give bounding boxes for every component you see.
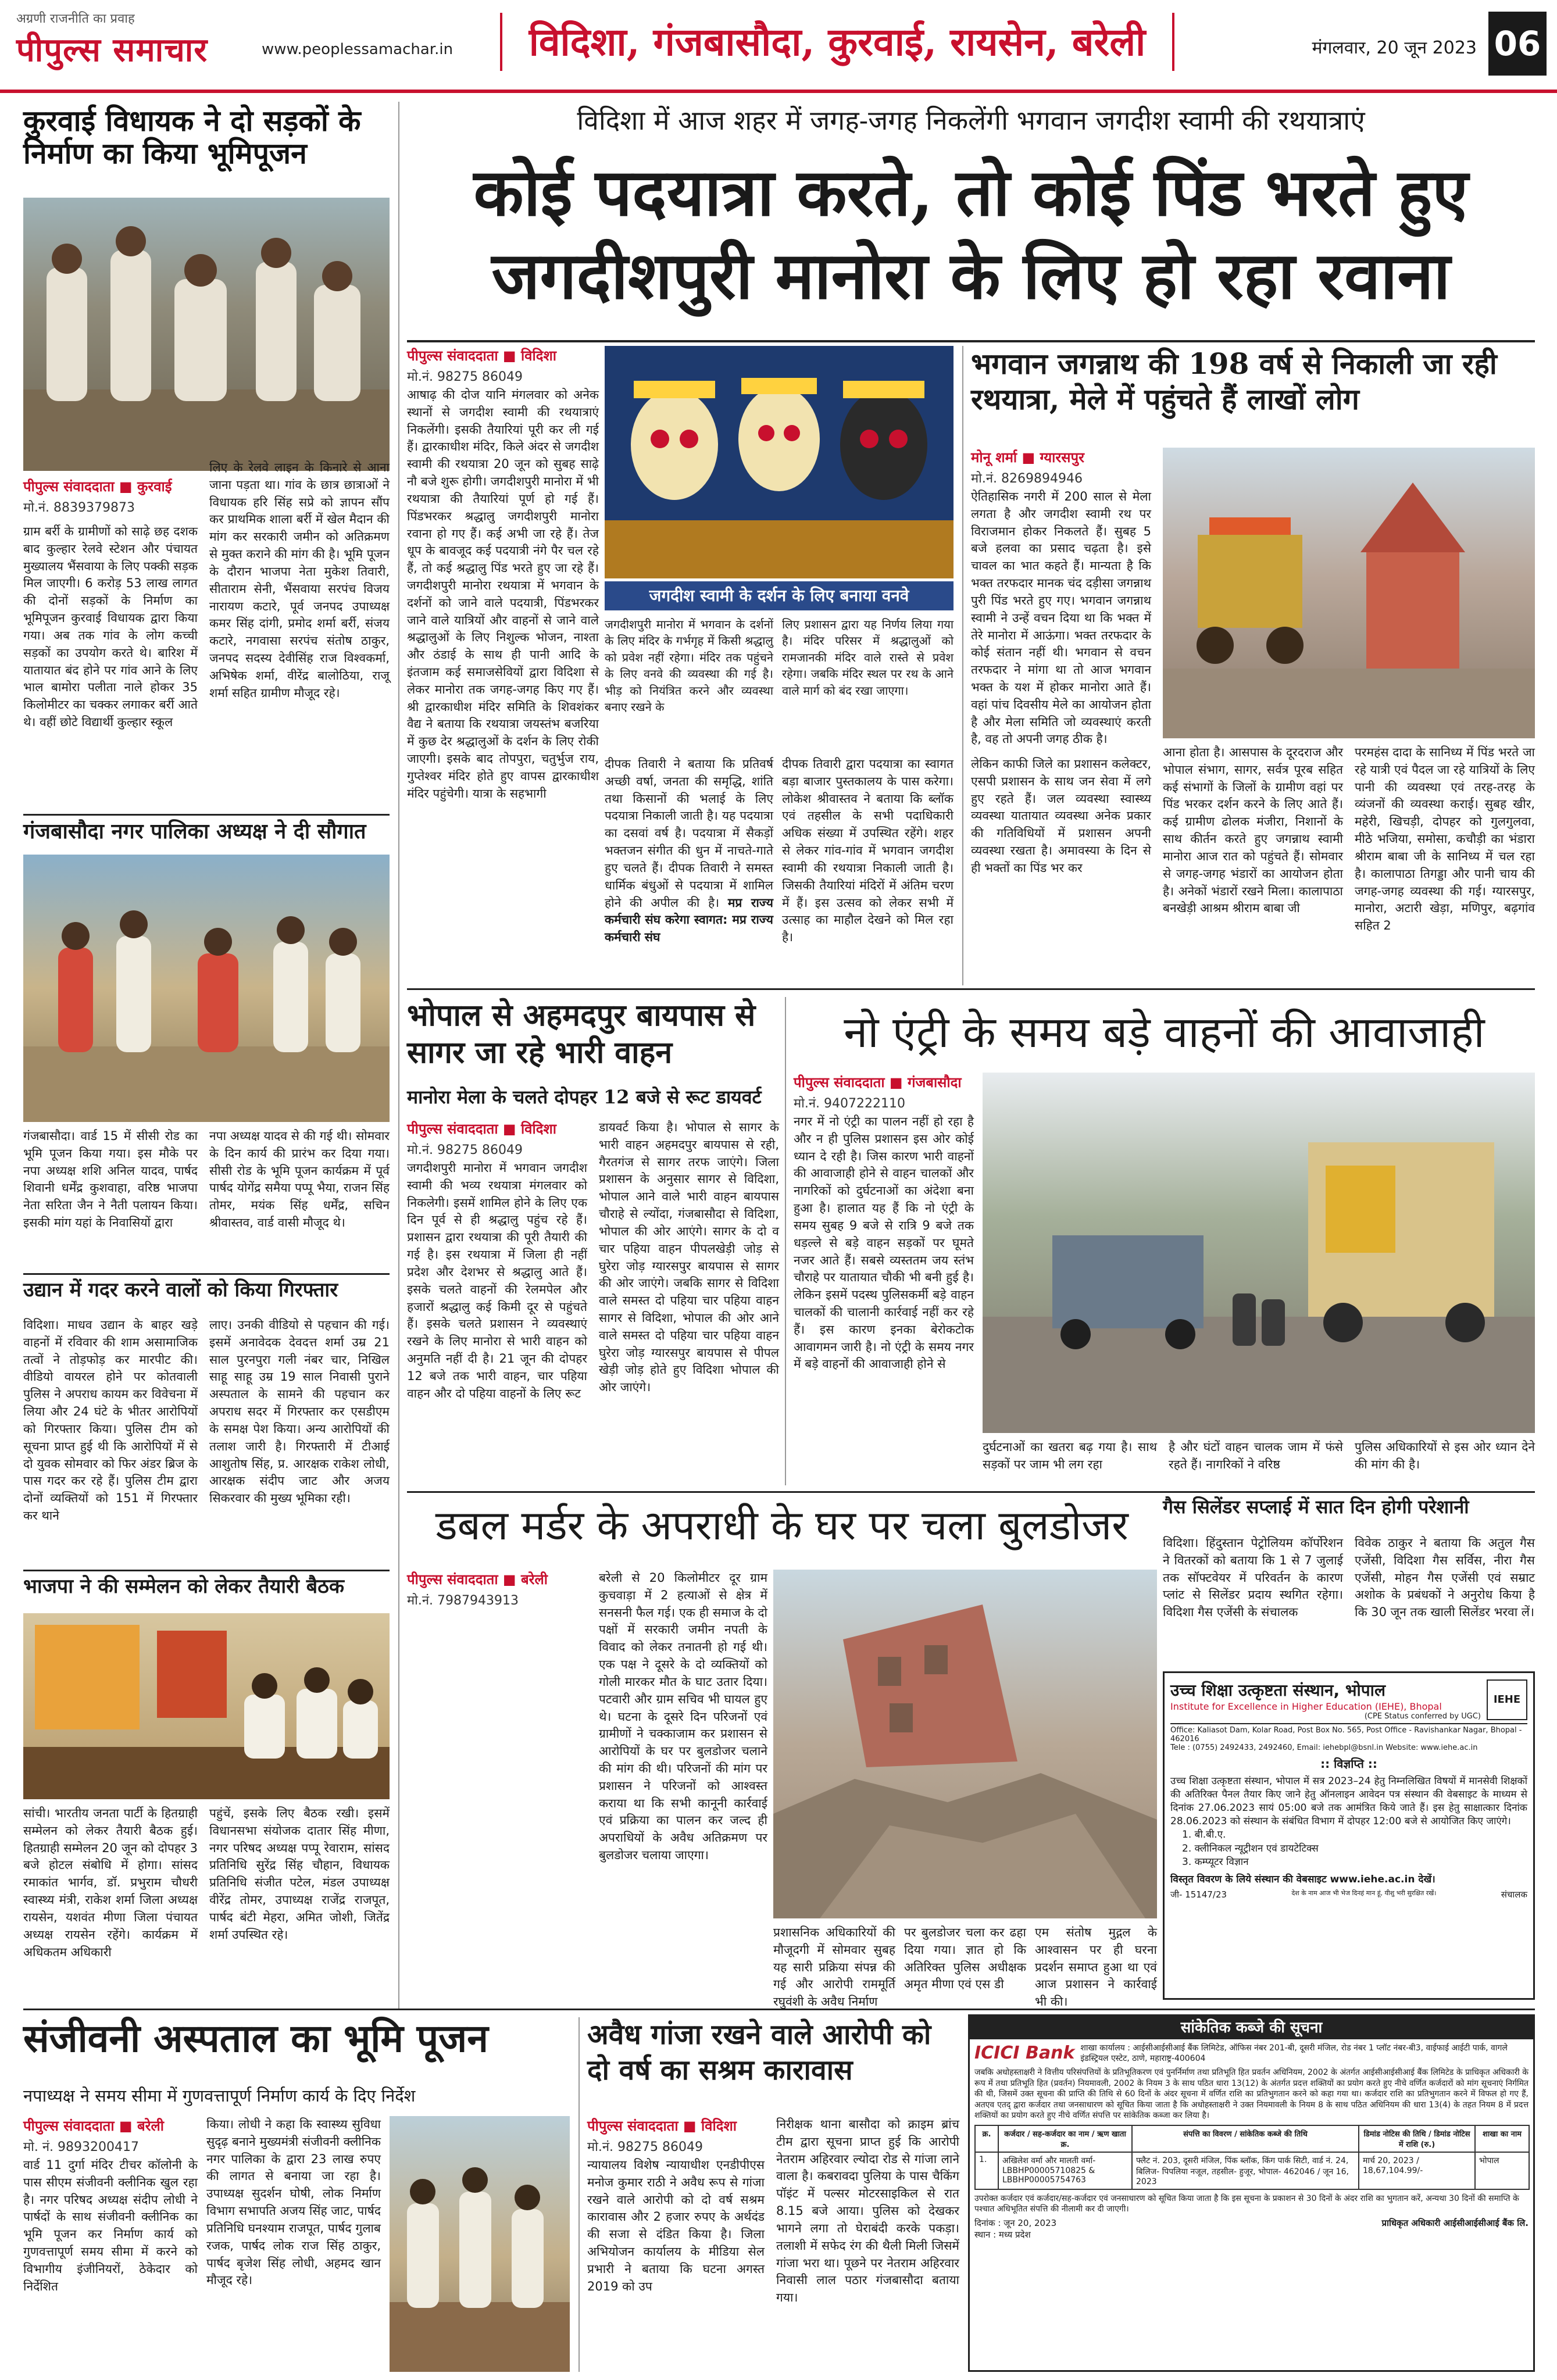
kurwai-byline: पीपुल्स संवाददाता ■ कुरवाई <box>23 478 172 495</box>
rathyatra-text-col2 <box>605 756 773 982</box>
list-item: 3. कम्प्यूटर विज्ञान <box>1182 1856 1249 1868</box>
iehe-header <box>1170 1679 1527 1721</box>
iehe-ref: जी- 15147/23 <box>1170 1889 1227 1900</box>
groundbreaking-illustration <box>390 2116 570 2372</box>
icici-signatory: प्राधिकृत अधिकारी आईसीआईसीआई बैंक लि. <box>1381 2217 1529 2228</box>
logo-name: पीपुल्स समाचार <box>16 31 208 69</box>
noentry-text-col2: दुर्घटनाओं का खतरा बढ़ गया है। साथ सड़कों पर जाम भी लग रहा <box>983 1440 1157 1471</box>
sanjivani-text-col2: किया। लोधी ने कहा कि स्वास्थ्य सुविधा सुदृढ़ बनाने मुख्यमंत्री संजीवनी क्लीनिक नगर पालिका के द्वारा 23 लाख रुपए की लागत से बनाया जा रहा है। उपाध्यक्ष सुदर्शन घोषी, लोक निर्माण विभाग सभापति अजय सिंह जाट, पार्षद प्रतिनिधि घनश्याम राजपूत, पार्षद गुलाब रजक, पार्षद लोक राज सिंह ठाकुर, पार्षद बृजेश सिंह लोधी, अहमद खान मौजूद रहे। <box>206 2117 381 2288</box>
mela-headline: भगवान जगन्नाथ की 198 वर्ष से निकाली जा रही रथयात्रा, मेले में पहुंचते हैं लाखों लोग <box>971 346 1497 416</box>
edition-cities: विदिशा, गंजबासौदा, कुरवाई, रायसेन, बरेली <box>500 13 1174 71</box>
bulldozer-headline-box <box>407 1503 1157 1561</box>
bypass-text-col1: जगदीशपुरी मानोरा में भगवान जगदीश स्वामी की भव्य रथयात्रा मंगलवार को निकलेगी। इसमें शामिल होने के लिए एक दिन पूर्व से ही श्रद्धालु पहुंच रहे हैं। प्रशासन द्वारा रथयात्रा की पूरी तैयारी की गई है। इस रथयात्रा में जिला ही नहीं प्रदेश और देशभर से श्रद्धालु आते हैं। इसके चलते वाहनों की रेलमपेल और हजारों श्रद्धालु कई किमी दूर से पहुंचते हैं। इसके चलते प्रशासन ने व्यवस्थाएं रखने के लिए मानोरा से भारी वाहन को अनुमति नहीं दी है। 21 जून की दोपहर 12 बजे तक भारी वाहन, चार पहिया वाहन और दो पहिया वाहनों के लिए रूट <box>407 1161 587 1400</box>
rathyatra-text-col2-subhead: मप्र राज्य कर्मचारी संघ करेगा स्वागत: मप्र राज्य कर्मचारी संघ <box>605 895 773 945</box>
table-header: शाखा का नाम <box>1475 2125 1529 2152</box>
temple-illustration <box>1163 448 1535 738</box>
sanjivani-byline: पीपुल्स संवाददाता ■ बरेली <box>23 2118 164 2134</box>
ganja-headline-box <box>587 2017 959 2110</box>
noentry-text-col3: है और घंटों वाहन चालक जाम में फंसे रहते हैं। नागरिकों ने वरिष्ठ <box>1169 1440 1343 1471</box>
jagdish-idols-photo <box>605 346 954 578</box>
udyan-text-col1: विदिशा। माधव उद्यान के बाहर खड़े वाहनों में रविवार की शाम असामाजिक तत्वों ने तोड़फोड़ कर मारपीट की। वीडियो वायरल होने पर कोतवाली पुलिस ने अपराध कायम कर विवेचना में लिया और 24 घंटे के भीतर आरोपियों को गिरफ्तार किया। पुलिस टीम को सूचना प्राप्त हुई थी कि आरोपियों में से दो युवक सोमवार को फिर अंडर ब्रिज के पास गदर कर रहे हैं। पुलिस टीम द्वारा दोनों व्यक्तियों को 151 में गिरफ्तार कर थाने <box>23 1318 198 1523</box>
table-header: कर्जदार / सह-कर्जदार का नाम / ऋण खाता क्र. <box>998 2125 1132 2152</box>
iehe-subtitle: Institute for Excellence in Higher Education (IEHE), Bhopal <box>1170 1701 1442 1712</box>
website-link[interactable]: www.peoplessamachar.in <box>262 41 453 58</box>
noentry-text-col1: नगर में नो एंट्री का पालन नहीं हो रहा है और न ही पुलिस प्रशासन इस ओर कोई ध्यान दे रही है। जिस कारण भारी वाहनों की आवाजाही होने से वाहन चालकों और नागरिकों को दुर्घटनाओं का अंदेशा बना हुआ है। हालात यह हैं कि नो एंट्री के समय सुबह 9 बजे से रात्रि 9 बजे तक धड़ल्ले से बड़े वाहन सड़कों पर घूमते नजर आते हैं। सबसे व्यस्ततम जय स्तंभ चौराहे पर यातायात चौकी भी बनी हुई है। लेकिन इसमें पदस्थ पुलिसकर्मी बड़े वाहन चालकों की चालानी कार्रवाई नहीं कर रहे हैं। इस कारण इनका बेरोकटोक आवागमन जारी है। नो एंट्री के समय नगर में बड़े वाहनों की आवाजाही होने से <box>794 1114 974 1371</box>
mela-headline-box <box>971 346 1535 445</box>
logo-tagline: अग्रणी राजनीति का प्रवाह <box>16 12 135 26</box>
mela-byline-box <box>971 448 1157 486</box>
rathyatra-caption-bar: जगदीश स्वामी के दर्शन के लिए बनाया वनवे <box>605 581 954 610</box>
ganja-byline-box <box>587 2116 767 2154</box>
sanjivani-text-col1: वार्ड 11 दुर्गा मंदिर टीचर कॉलोनी के पास सीएम संजीवनी क्लीनिक खुल रहा है। नगर परिषद अध्यक्ष संदीप लोधी ने पार्षदों के साथ संजीवनी क्लीनिक का भूमि पूजन कर निर्माण कार्य को गुणवत्तापूर्ण समय सीमा में करने को विभागीय इंजीनियरों, ठेकेदार को निर्देशित <box>23 2158 198 2293</box>
icici-table <box>974 2125 1530 2190</box>
icici-possession-notice[interactable] <box>968 2014 1535 2372</box>
bulldozer-text-col2: प्रशासनिक अधिकारियों की मौजूदगी में सोमवार सुबह यह सारी प्रक्रिया संपन्न की गई और आरोपी राममूर्ति रघुवंशी के अवैध निर्माण <box>773 1925 895 2009</box>
rath-temple-photo <box>1163 448 1535 738</box>
bulldozer-headline: डबल मर्डर के अपराधी के घर पर चला बुलडोजर <box>435 1502 1129 1549</box>
kurwai-headline-box <box>23 105 390 192</box>
bulldozer-text-col3: पर बुलडोजर चला कर ढहा दिया गया। ज्ञात हो कि अतिरिक्त पुलिस अधीक्षक अमृत मीणा एवं एस डी <box>904 1925 1026 1992</box>
mela-text-col4: परमहंस दादा के सानिध्य में पिंड भरते जा रहे यात्री एवं पैदल जा रहे यात्रियों के लिए पानी की व्यवस्था एवं तरह-तरह के व्यंजनों की व्यवस्था कराई। सुबह खीर, महेरी, खिचड़ी, दोपहर को गुलगुलवा, मीठे भजिया, समोसा, कचौड़ी का भंडारा श्रीराम बाबा जी के सानिध्य में चल रहा है। कालापाठा तिगड्डा और पानी चाय की जगह-जगह व्यवस्था की गई। ग्यारसपुर, मानोरा, अटारी खेड़ा, मणिपुर, बढ़गांव सहित 2 <box>1355 745 1535 933</box>
ganjbasoda-text-col2: नपा अध्यक्ष यादव से की गई थी। सोमवार के दिन कार्य की प्रारंभ कर दिया गया। सीसी रोड के भूमि पूजन कार्यक्रम में पूर्व पार्षद योगेंद्र समैया पप्पू भैया, राजन सिंह तोमर, मयंक सिंह धर्मेंद्र, सचिन श्रीवास्तव, वार्ड वासी मौजूद थे। <box>209 1129 390 1230</box>
rathyatra-byline: पीपुल्स संवाददाता ■ विदिशा <box>407 348 556 364</box>
table-header: डिमांड नोटिस की तिथि / डिमांड नोटिस में राशि (रु.) <box>1359 2125 1475 2152</box>
traffic-illustration <box>983 1073 1535 1433</box>
icici-body: जबकि अधोहस्ताक्षरी ने वित्तीय परिसंपत्तियों के प्रतिभूतिकरण एवं पुनर्निर्माण तथा प्रतिभूति हित प्रवर्तन अधिनियम, 2002 के अंतर्गत आईसीआईसीआई बैंक लिमिटेड के प्राधिकृत अधिकारी के रूप में तथा प्रतिभूति हित (प्रवर्तन) नियमावली, 2002 के नियम 3 के साथ पठित धारा 13(12) के अंतर्गत प्रदत्त शक्तियों का प्रयोग करते हुए नीचे वर्णित कर्जदारों को मांग सूचनाएं निर्गमित की थी, जिसमें उक्त सूचना की प्राप्ति की तिथि से 60 दिनों के अंदर सूचना में वर्णित राशि का प्रतिभुगतान करने को कहा गया था। कर्जदार राशि का प्रतिभुगतान करने में विफल हो गए हैं, अतएव एतद् द्वारा कर्जदार तथा जनसाधारण को सूचित किया जाता है कि अधोहस्ताक्षरी ने उक्त नियमावली के नियम 8 के साथ पठित अधिनियम की धारा 13(4) के तहत नियम 8 में प्रदत्त शक्तियों का प्रयोग करते हुए नीचे वर्णित संपत्ति पर सांकेतिक कब्जा कर लिया है। <box>974 2068 1529 2121</box>
rathyatra-headline-box <box>407 151 1535 337</box>
iehe-notice-body: उच्च शिक्षा उत्कृष्टता संस्थान, भोपाल में सत्र 2023–24 हेतु निम्नलिखित विषयों में मानसेवी शिक्षकों की अतिरिक्त पैनल तैयार किए जाने हेतु ऑनलाइन आवेदन पत्र संस्थान की वेबसाइट के माध्यम से दिनांक 27.06.2023 सायं 05:00 बजे तक आमंत्रित किये जाते हैं। इस हेतु साक्षात्कार दिनांक 28.06.2023 को संस्थान के संबंधित विभाग में दोपहर 12:00 बजे से आयोजित किए जाएंगे। <box>1170 1775 1527 1827</box>
mela-text-col1: ऐतिहासिक नगरी में 200 साल से मेला लगता है और जगदीश स्वामी रथ पर विराजमान होकर निकलते हैं। सुबह 5 बजे हलवा का प्रसाद चढ़ता है। इसे चावल का भात कहते हैं। मान्यता है कि भक्त तरफदार मानक चंद दड़ीसा जगन्नाथ पुरी पिंड भरते हुए गए। भगवान जगन्नाथ स्वामी ने उन्हें वचन दिया था कि भक्त में तेरे मानोरा में आऊंगा। भक्त तरफदार के कोई संतान नहीं थी। भगवान से वचन तरफदार ने मांगा था तो आज भगवान भक्त के यश में होकर मानोरा आते हैं। वहां पांच दिवसीय मेले का आयोजन होता है और मेला समिति जो व्यवस्थाएं करती है, वह तो अपनी जगह ठीक है। <box>971 489 1151 746</box>
rathyatra-text-col2-body: दीपक तिवारी ने बताया कि प्रतिवर्ष अच्छी वर्षा, जनता की समृद्धि, शांति तथा किसानों की भलाई के लिए पदयात्रा निकाली जाती है। यह पदयात्रा का दसवां वर्ष है। पदयात्रा में सैकड़ों भक्तजन संगीत की धुन में नाचते-गाते हुए चलते हैं। दीपक तिवारी ने समस्त धार्मिक बंधुओं से पदयात्रा में शामिल होने की अपील की है। <box>605 757 773 910</box>
sanjivani-byline-box <box>23 2116 198 2154</box>
divider <box>407 1491 1535 1493</box>
udyan-text-col2: लाए। उनकी वीडियो से पहचान की गई। इसमें अनावेदक देवदत्त शर्मा उम्र 21 साल पुरनपुरा गली नंबर चार, निखिल साहू साहू उम्र 19 साल निवासी पुराने अस्पताल के सामने की पहचान कर अपराध सदर में गिरफ्तार कर एसडीएम के समक्ष पेश किया। अन्य आरोपियों की तलाश जारी है। गिरफ्तारी में टीआई आशुतोष सिंह, प्र. आरक्षक राकेश लोधी, आरक्षक संदीप जाट और अजय सिकरवार की मुख्य भूमिका रही। <box>209 1318 390 1506</box>
bulldozer-text-col4: एम संतोष मुद्गल के आश्वासन पर ही घरना प्रदर्शन समाप्त हुआ था एवं आज प्रशासन ने कार्रवाई भी की। <box>1035 1925 1157 2009</box>
noentry-byline-box <box>794 1073 974 1111</box>
iehe-logo: IEHE <box>1487 1679 1527 1720</box>
ganja-byline: पीपुल्स संवाददाता ■ विदिशा <box>587 2118 737 2134</box>
deity-illustration <box>605 346 954 578</box>
iehe-advertisement[interactable] <box>1163 1671 1535 2000</box>
bulldozer-mobile: मो.नं. 7987943913 <box>407 1593 519 1608</box>
rathyatra-caption-col2: लिए प्रशासन द्वारा यह निर्णय लिया गया है। मंदिर परिसर में श्रद्धालुओं को रामजानकी मंदिर वाले रास्ते से प्रवेश रहेगा। जबकि मंदिर स्थल पर रथ के आने वाले मार्ग को बंद रखा जाएगा। <box>782 617 954 698</box>
bjp-text-col2: पहुंचें, इसके लिए बैठक रखी। इसमें विधानसभा संयोजक दातार सिंह मीणा, नगर परिषद अध्यक्ष पप्पू रेवाराम, सांसद प्रतिनिधि सुरेंद्र सिंह चौहान, विधायक प्रतिनिधि संजीत पटेल, मंडल उपाध्यक्ष वीरेंद्र तोमर, उपाध्यक्ष राजेंद्र राजपूत, पार्षद बंटी मेहरा, अमित जोशी, जितेंद्र शर्मा उपस्थित रहे। <box>209 1806 390 1942</box>
list-item: 1. बी.बी.ए. <box>1182 1828 1226 1841</box>
iehe-cpe: (CPE Status conferred by UGC) <box>1364 1712 1481 1721</box>
gas-headline-box <box>1163 1497 1535 1532</box>
sanjivani-subhead-box <box>23 2084 570 2110</box>
sanjivani-subhead: नपाध्यक्ष ने समय सीमा में गुणवत्तापूर्ण निर्माण कार्य के दिए निर्देश <box>23 2086 416 2106</box>
kurwai-text-col2: लिए के रेलवे लाइन के किनारे से आना जाना पड़ता था। गांव के छात्र छात्राओं ने विधायक हरि सिंह सप्रे को ज्ञापन सौंप कर प्राथमिक शाला बर्री में खेल मैदान की मांग कर सरकारी जमीन को अतिक्रमण से मुक्त कराने की मांग की है। भूमि पूजन के दौरान भाजपा नेता मुकेश तिवारी, सीताराम सेनी, भैंसवाया सरपंच विजय नारायण कटारे, पूर्व जनपद उपाध्यक्ष कमर सिंह दांगी, प्रमोद शर्मा बर्री, संजय कटारे, नगवासा सरपंच संतोष ठाकुर, जनपद सदस्य देवीसिंह राज विश्वकर्मा, अभिषेक शर्मा, वीरेंद्र बालोठिया, राजू शर्मा सहित ग्रामीण मौजूद रहे। <box>209 460 390 700</box>
column-divider <box>398 102 399 2009</box>
iehe-office: Office: Kaliasot Dam, Kolar Road, Post Box No. 565, Post Office - Ravishankar Nagar, Bhopal - 462016 <box>1170 1723 1527 1743</box>
udyan-headline-box <box>23 1279 390 1314</box>
masthead <box>0 0 1557 93</box>
ganja-headline: अवैध गांजा रखने वाले आरोपी को दो वर्ष का सश्रम कारावास <box>587 2018 931 2087</box>
bulldozer-byline: पीपुल्स संवाददाता ■ बरेली <box>407 1571 548 1588</box>
ganja-text-col1: न्यायालय विशेष न्यायाधीश एनडीपीएस मनोज कुमार राठी ने अवैध रूप से गांजा रखने वाले आरोपी को दो वर्ष सश्रम कारावास और 2 हजार रुपए के अर्थदंड की सजा से दंडित किया है। जिला अभियोजन कार्यालय के मीडिया सेल प्रभारी ने बताया कि घटना अगस्त 2019 को उप <box>587 2158 765 2293</box>
icici-logo: ICICI Bank <box>974 2043 1075 2063</box>
table-header: संपत्ति का विवरण / सांकेतिक कब्जे की तिथि <box>1132 2125 1359 2152</box>
iehe-footer: विस्तृत विवरण के लिये संस्थान की वेबसाइट www.iehe.ac.in देखें। <box>1170 1874 1435 1886</box>
divider <box>23 1273 390 1275</box>
ganja-text-col2: निरीक्षक थाना बासौदा को क्राइम ब्रांच टीम द्वारा सूचना प्राप्त हुई कि आरोपी नेतराम अहिरवार ल्योदा रोड से गांजा लाने वाला है। कबरावदा पुलिया के पास चैकिंग पॉइंट में पल्सर मोटरसाइकिल से रात 8.15 बजे आया। पुलिस को देखकर भागने लगा तो घेराबंदी करके पकड़ा। तलाशी में सफेद रंग की थैली मिली जिसमें गांजा भरा था। पूछने पर नेतराम अहिरवार निवासी लाल पठार गंजबासौदा बताया गया। <box>776 2117 959 2305</box>
ganjbasoda-headline-box <box>23 820 390 855</box>
divider <box>407 340 1535 342</box>
ganjbasoda-headline: गंजबासौदा नगर पालिका अध्यक्ष ने दी सौगात <box>23 819 366 844</box>
column-divider <box>785 997 786 1485</box>
table-cell: 1. <box>975 2152 998 2189</box>
kurwai-photo <box>23 198 390 471</box>
sanjivani-mobile: मो. नं. 9893200417 <box>23 2140 140 2154</box>
iehe-signature-row <box>1170 1889 1527 1900</box>
rathyatra-text-col3: दीपक तिवारी द्वारा पदयात्रा का स्वागत बड़ा बाजार पुस्तकालय के पास करेगा। लोकेश श्रीवास्तव ने बताया कि ब्लॉक एवं तहसील के सभी पदाधिकारी अधिक संख्या में उपस्थित रहेंगे। शहर से लेकर गांव-गांव में भगवान जगदीश स्वामी की रथयात्रा निकाली जाती है। जिसकी तैयारियां मंदिरों में अंतिम चरण में हैं। इस उत्सव को लेकर सभी में उत्साह का माहौल देखने को मिल रहा है। <box>782 757 954 945</box>
icici-date: दिनांक : जून 20, 2023 <box>974 2217 1057 2228</box>
noentry-mobile: मो.नं. 9407222110 <box>794 1096 906 1111</box>
people-group-illustration <box>23 198 390 471</box>
iehe-notice-heading: :: विज्ञप्ति :: <box>1320 1757 1377 1771</box>
newspaper-logo[interactable] <box>16 9 255 79</box>
table-row <box>975 2152 1529 2189</box>
iehe-contact: Tele : (0755) 2492433, 2492460, Email: iehebpl@bsnl.in Website: www.iehe.ac.in <box>1170 1743 1478 1752</box>
bulldozer-text-col1: बरेली से 20 किलोमीटर दूर ग्राम कुचवाड़ा में 2 हत्याओं से क्षेत्र में सनसनी फैल गई। एक ही समाज के दो पक्षों में सरकारी जमीन नपती के विवाद को लेकर तनातनी हो गई थी। एक पक्ष ने दूसरे के दो व्यक्तियों को गोली मारकर मौत के घाट उतार दिया। पटवारी और ग्राम सचिव भी घायल हुए थे। घटना के दूसरे दिन परिजनों एवं ग्रामीणों ने चक्काजाम कर प्रशासन से आरोपियों के घर पर बुलडोजर चलाने की मांग की थी। परिजनों की मांग पर प्रशासन ने परिजनों को आश्वस्त कराया था कि सभी कानूनी कार्रवाई एवं प्रक्रिया का पालन कर जल्द ही अपराधियों के अवैध अतिक्रमण पर बुलडोजर चलाया जाएगा। <box>599 1571 767 1862</box>
bypass-subhead: मानोरा मेला के चलते दोपहर 12 बजे से रूट डायवर्ट <box>407 1086 762 1108</box>
ceremony-illustration <box>23 855 390 1122</box>
iehe-title: उच्च शिक्षा उत्कृष्टता संस्थान, भोपाल <box>1170 1681 1385 1700</box>
iehe-subject-list <box>1182 1828 1527 1870</box>
iehe-fineprint: देश के नाम आज भी भेज दिनहं मान हूं, यीशु भरी सुरक्षित रखें। <box>1291 1889 1437 1897</box>
kurwai-text-col1: ग्राम बर्री के ग्रामीणों को साढ़े छह दशक बाद कुल्हार रेलवे स्टेशन और पंचायत मुख्यालय भैंसवाया के लिए पक्की सड़क मिल जाएगी। 6 करोड़ 53 लाख लागत की दोनों सड़कों के निर्माण का भूमिपूजन कुरवाई विधायक द्वारा किया गया। अब तक गांव के लोग कच्ची सड़कों का उपयोग करते थे। बारिश में यातायात बंद होने पर गांव आने के लिए भाल बामोरा पलीता नाले होकर 35 किलोमीटर का चक्कर लगाकर बर्री आते थे। वहीं छोटे विद्यार्थी कुल्हार स्कूल <box>23 524 198 729</box>
rathyatra-text-col1: आषाढ़ की दोज यानि मंगलवार को अनेक स्थानों से जगदीश स्वामी की रथयात्राएं निकलेंगी। इसकी तैयारियां पूरी कर ली गई हैं। द्वारकाधीश मंदिर, किले अंदर से जगदीश स्वामी की रथयात्रा 20 जून को सुबह साढ़े नौ बजे शुरू होगी। जगदीशपुरी मानोरा में भी रथयात्रा की तैयारियां पूर्ण हो गई हैं। पिंडभरकर श्रद्धालु जगदीशपुरी मानोरा रवाना हो गए हैं। कई अभी जा रहे हैं। तेज धूप के बावजूद कई पदयात्री नंगे पैर चल रहे हैं, तो कई श्रद्धालु पिंड भरते हुए जा रहे हैं। जगदीशपुरी मानोरा रथयात्रा में भगवान के दर्शनों को जाने वाले पदयात्री, पिंडभरकर जाने वाले यात्रियों और वाहनों से जाने वाले श्रद्धालुओं के लिए निशुल्क भोजन, नाश्ता और ठंडाई के साथ ही पानी आदि के इंतजाम कई समाजसेवियों द्वारा विदिशा से लेकर मानोरा तक जगह-जगह किए गए हैं। श्री द्वारकाधीश मंदिर समिति के शिवशंकर वैद्य ने बताया कि रथयात्रा जयस्तंभ बजरिया में कुछ देर श्रद्धालुओं के दर्शन के लिए रोकी जाएगी। इसके बाद तोपपुरा, चतुर्भुज राय, गुप्तेश्वर मंदिर होते हुए वापस द्वारकाधीश मंदिर पहुंचेगी। यात्रा के सहभागी <box>407 388 599 801</box>
ganja-mobile: मो.नं. 98275 86049 <box>587 2140 703 2154</box>
kurwai-headline: कुरवाई विधायक ने दो सड़कों के निर्माण का किया भूमिपूजन <box>23 103 361 170</box>
bulldozer-byline-box <box>407 1570 587 1608</box>
bypass-headline: भोपाल से अहमदपुर बायपास से सागर जा रहे भारी वाहन <box>407 998 756 1071</box>
mela-text-col3: आना होता है। आसपास के दूरदराज और भोपाल संभाग, सागर, सर्वत्र पूरब सहित कई संभागों के जिलों के ग्रामीण वहां पर पिंड भरकर दर्शन करने के लिए आते हैं। कई ग्रामीण ढोलक मंजीरा, निशानों के साथ कीर्तन करते हुए जगन्नाथ स्वामी मानोरा आज रात को पहुंचते हैं। सोमवार से जगह-जगह भंडारों का आयोजन होता है। अनेकों भंडारों रखने मिला। कालापाठा बनखेड़ी आश्रम श्रीराम बाबा जी <box>1163 745 1343 916</box>
icici-tail: उपरोक्त कर्जदार एवं कर्जदार/सह-कर्जदार एवं जनसाधारण को सूचित किया जाता है कि इस सूचना के प्रकाशन से 30 दिनों के अंदर राशि का भुगतान करें, अन्यथा 30 दिनों की समाप्ति के पश्चात अधिभूतित संपत्ति की नीलामी कर दी जाएगी। <box>974 2193 1519 2214</box>
icici-bank-row <box>970 2039 1533 2067</box>
noentry-byline: पीपुल्स संवाददाता ■ गंजबासौदा <box>794 1074 962 1091</box>
table-cell: फ्लैट नं. 203, दूसरी मंजिल, पिंक ब्लॉक, किंग पार्क सिटी, वार्ड नं. 24, बिलिज- पिपलिया नजूल, तहसील- हुजूर, भोपाल- 462046 / जून 16, 2023 <box>1132 2152 1359 2189</box>
bypass-subhead-box <box>407 1084 779 1113</box>
mela-text-col2: लेकिन काफी जिले का प्रशासन कलेक्टर, एसपी प्रशासन के साथ जन सेवा में लगे हुए रहते हैं। जल व्यवस्था स्वास्थ्य व्यवस्था यातायात व्यवस्था अनेक प्रकार की गतिविधियों में प्रशासन अपनी व्यवस्था रखता है। अमावस्या के दिन से ही भक्तों का पिंड भर कर <box>971 757 1151 875</box>
bulldozer-left-blank <box>407 1610 587 2000</box>
icici-footer <box>970 2215 1533 2243</box>
divider <box>23 814 390 816</box>
divider <box>23 1570 390 1571</box>
sanjivani-headline-box <box>23 2017 570 2081</box>
noentry-headline: नो एंट्री के समय बड़े वाहनों की आवाजाही <box>844 1007 1485 1057</box>
mela-byline: मोनू शर्मा ■ ग्यारसपुर <box>971 449 1084 466</box>
bjp-text-col1: सांची। भारतीय जनता पार्टी के हितग्राही सम्मेलन को लेकर तैयारी बैठक हुई। हितग्राही सम्मेलन 20 जून को दोपहर 3 बजे होटल संबोधि में होगा। सांसद रमाकांत भार्गव, डॉ. प्रभुराम चौधरी स्वास्थ्य मंत्री, राकेश शर्मा जिला अध्यक्ष रायसेन, यशवंत मीणा जिला पंचायत अध्यक्ष रायसेन रहेंगे। कार्यक्रम में अधिकतम अधिकारी <box>23 1806 198 1959</box>
column-divider <box>578 2017 580 2372</box>
ganjbasoda-text-col1: गंजबासौदा। वार्ड 15 में सीसी रोड का भूमि पूजन किया गया। इस मौके पर नपा अध्यक्ष शशि अनिल यादव, पार्षद शिवानी धर्मेंद्र कुशवाहा, वरिष्ठ भाजपा नेता सरिता जैन ने नैती पलायन किया। इसकी मांग यहां के निवासियों द्वारा <box>23 1129 198 1230</box>
page-number: 06 <box>1488 12 1547 76</box>
rubble-illustration <box>773 1570 1157 1918</box>
gas-text-col1: विदिशा। हिंदुस्तान पेट्रोलियम कॉर्पोरेशन ने वितरकों को बताया कि 1 से 7 जुलाई तक सॉफ्टवेयर में परिवर्तन के कारण प्लांट से सिलेंडर प्रदाय स्थगित रहेगा। विदिशा गैस एजेंसी के संचालक <box>1163 1536 1343 1620</box>
table-cell: मार्च 20, 2023 / 18,67,104.99/- <box>1359 2152 1475 2189</box>
rathyatra-headline: कोई पदयात्रा करते, तो कोई पिंड भरते हुए जगदीशपुरी मानोरा के लिए हो रहा रवाना <box>473 155 1469 315</box>
noentry-text-col4: पुलिस अधिकारियों से इस ओर ध्यान देने की मांग की है। <box>1355 1440 1535 1471</box>
gas-text-col2: विवेक ठाकुर ने बताया कि अतुल गैस एजेंसी, विदिशा गैस सर्विस, नीरा गैस एजेंसी, मोहन गैस एजेंसी एवं सम्राट अशोक के प्रबंधकों ने अनुरोध किया है कि 30 जून तक खाली सिलेंडर भरवा लें। <box>1355 1536 1535 1620</box>
udyan-headline: उद्यान में गदर करने वालों को किया गिरफ्तार <box>23 1278 338 1302</box>
bypass-text-col2: डायवर्ट किया है। भोपाल से सागर के भारी वाहन अहमदपुर बायपास से रही, गैरतगंज से सागर तरफ जाएंगे। जिला प्रशासन के अनुसार सागर से विदिशा, भोपाल आने वाले भारी वाहन बायपास चौराहे से ल्योंदा, गंजबासौदा से विदिशा, भोपाल की ओर आएंगे। सागर के दो व चार पहिया वाहन पीपलखेड़ी जोड़ से घुरेरा जोड़ ग्यारसपुर बायपास से सागर की ओर जाएंगे। जबकि सागर से विदिशा वाले समस्त दो पहिया चार पहिया वाहन सागर से विदिशा, भोपाल की ओर आने वाले समस्त दो पहिया चार पहिया वाहन घुरेरा जोड़ ग्यारसपुर बायपास से पीपल खेड़ी जोड़ होते हुए विदिशा भोपाल की ओर जाएंगे। <box>599 1120 779 1395</box>
mela-mobile: मो.नं. 8269894946 <box>971 471 1083 486</box>
divider <box>23 2009 1535 2010</box>
list-item: 2. क्लीनिकल न्यूट्रीशन एवं डायटेटिक्स <box>1182 1842 1319 1854</box>
traffic-photo <box>983 1073 1535 1433</box>
icici-notice-header: सांकेतिक कब्जे की सूचना <box>970 2016 1533 2039</box>
bypass-headline-box <box>407 997 779 1078</box>
rathyatra-mobile: मो.नं. 98275 86049 <box>407 370 523 384</box>
gas-headline: गैस सिलेंडर सप्लाई में सात दिन होगी परेशानी <box>1163 1496 1469 1518</box>
icici-place: स्थान : मध्य प्रदेश <box>974 2229 1031 2240</box>
icici-branch: शाखा कार्यालय : आईसीआईसीआई बैंक लिमिटेड, ऑफिस नंबर 201-बी, दूसरी मंजिल, रोड नंबर 1 प्लॉट नंबर-बी3, वाईफाई आईटी पार्क, वागले इंडस्ट्रियल एस्टेट, ठाणे, महाराष्ट्र-400604 <box>1080 2043 1508 2064</box>
bypass-byline: पीपुल्स संवाददाता ■ विदिशा <box>407 1121 556 1137</box>
iehe-signatory: संचालक <box>1501 1889 1527 1900</box>
divider <box>407 988 1535 990</box>
noentry-headline-box <box>794 1009 1535 1067</box>
bjp-meeting-photo <box>23 1613 390 1799</box>
bjp-headline: भाजपा ने की सम्मेलन को लेकर तैयारी बैठक <box>23 1575 344 1598</box>
table-header: क्र. <box>975 2125 998 2152</box>
bjp-headline-box <box>23 1575 390 1610</box>
sanjivani-photo <box>390 2116 570 2372</box>
ganjbasoda-photo <box>23 855 390 1122</box>
column-divider <box>962 346 963 985</box>
sanjivani-headline: संजीवनी अस्पताल का भूमि पूजन <box>23 2016 488 2061</box>
rathyatra-caption-col1: जगदीशपुरी मानोरा में भगवान के दर्शनों के लिए मंदिर के गर्भगृह में किसी श्रद्धालु को प्रवेश नहीं रहेगा। मंदिर तक पहुंचने के लिए वनवे की व्यवस्था की गई है। भीड़ को नियंत्रित करने और व्यवस्था बनाए रखने के <box>605 617 773 714</box>
rathyatra-kicker-box <box>407 102 1535 148</box>
table-cell: अखिलेश वर्मा और मालती वर्मा- LBBHP00005710825 & LBBHP00005754763 <box>998 2152 1132 2189</box>
rathyatra-kicker: विदिशा में आज शहर में जगह-जगह निकलेंगी भगवान जगदीश स्वामी की रथयात्राएं <box>577 105 1365 136</box>
rathyatra-byline-box <box>407 346 599 384</box>
bypass-byline-box <box>407 1119 593 1157</box>
demolition-photo <box>773 1570 1157 1918</box>
table-header-row <box>975 2125 1529 2152</box>
bypass-mobile: मो.नं. 98275 86049 <box>407 1143 523 1157</box>
dateline: मंगलवार, 20 जून 2023 <box>1312 38 1477 58</box>
table-cell: भोपाल <box>1475 2152 1529 2189</box>
kurwai-mobile: मो.नं. 8839379873 <box>23 501 135 515</box>
meeting-illustration <box>23 1613 390 1799</box>
